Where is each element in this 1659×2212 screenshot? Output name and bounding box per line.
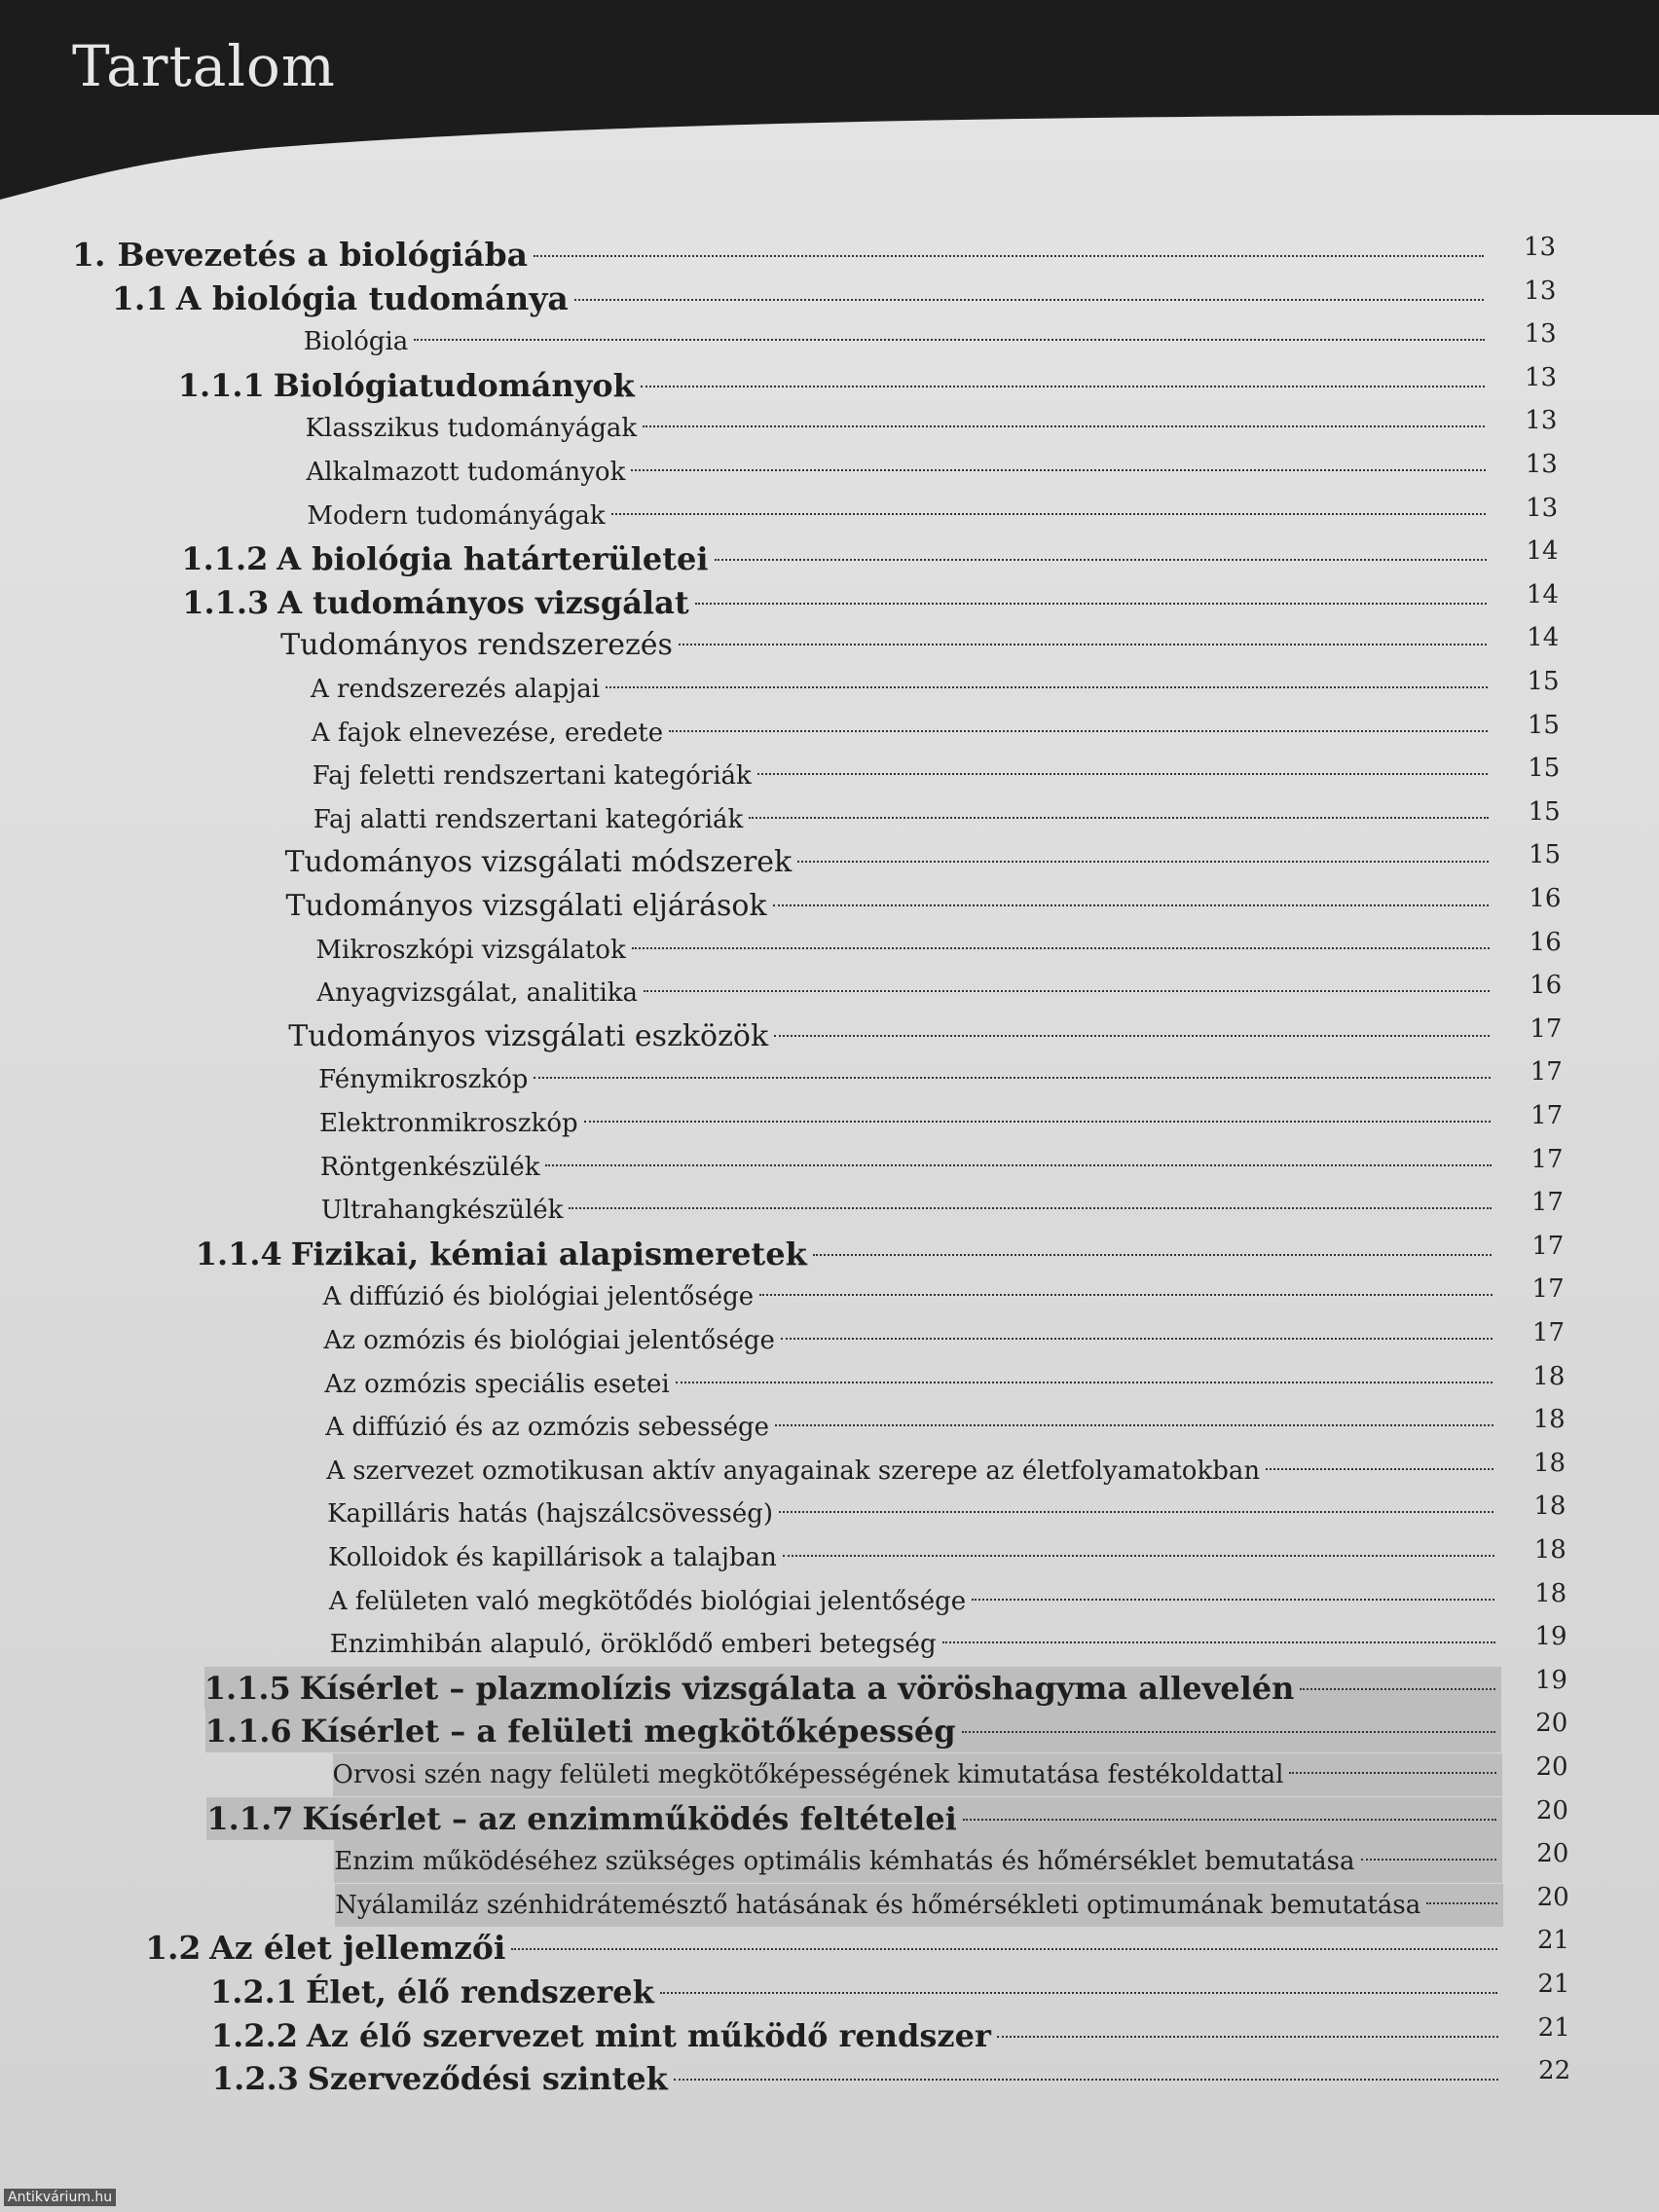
dot-leader bbox=[641, 386, 1485, 387]
toc-number: 1.1.4 bbox=[195, 1235, 282, 1272]
toc-row[interactable] bbox=[332, 1752, 1568, 1796]
dot-leader bbox=[749, 817, 1488, 819]
toc-page-number: 14 bbox=[1527, 623, 1560, 653]
toc-number: 1.1.2 bbox=[181, 540, 269, 578]
toc-row[interactable] bbox=[145, 1926, 1570, 1970]
toc-title: A rendszerezés alapjai bbox=[311, 675, 601, 704]
dot-leader bbox=[674, 2079, 1498, 2081]
dot-leader bbox=[606, 686, 1488, 688]
toc-row[interactable] bbox=[323, 1318, 1565, 1362]
toc-row[interactable] bbox=[203, 1665, 1567, 1710]
toc-number: 1.2.3 bbox=[211, 2060, 299, 2098]
toc-row[interactable] bbox=[305, 406, 1558, 450]
toc-row[interactable] bbox=[327, 1492, 1567, 1535]
dot-leader bbox=[962, 1731, 1496, 1733]
toc-row[interactable] bbox=[307, 493, 1559, 537]
dot-leader bbox=[715, 559, 1487, 561]
toc-title: A felületen való megkötődés biológiai jelentősége bbox=[328, 1586, 967, 1616]
toc-title: Kísérlet – a felületi megkötőképesség bbox=[300, 1713, 956, 1751]
toc-page-number: 20 bbox=[1536, 1882, 1569, 1912]
toc-page-number: 14 bbox=[1526, 536, 1559, 567]
toc-page-number: 17 bbox=[1531, 1231, 1565, 1261]
toc-row[interactable] bbox=[210, 2012, 1570, 2057]
toc-row[interactable] bbox=[320, 1188, 1564, 1232]
toc-page-number: 15 bbox=[1527, 710, 1560, 740]
toc-row[interactable] bbox=[303, 319, 1557, 363]
toc-page-number: 17 bbox=[1531, 1274, 1565, 1305]
toc-row[interactable] bbox=[284, 840, 1562, 884]
toc-row[interactable] bbox=[335, 1882, 1569, 1927]
toc-page-number: 20 bbox=[1535, 1795, 1568, 1825]
toc-page-number: 18 bbox=[1532, 1405, 1566, 1435]
toc-row[interactable] bbox=[288, 1014, 1563, 1058]
toc-row[interactable] bbox=[326, 1448, 1567, 1493]
toc-row[interactable] bbox=[111, 276, 1557, 320]
dot-leader bbox=[773, 904, 1490, 906]
toc-row[interactable] bbox=[313, 796, 1561, 841]
dot-leader bbox=[545, 1164, 1491, 1166]
dot-leader bbox=[574, 299, 1485, 301]
toc-title: A biológia tudománya bbox=[175, 278, 569, 317]
toc-number: 1. bbox=[72, 236, 106, 274]
toc-page-number: 18 bbox=[1533, 1448, 1567, 1478]
toc-title: Biológiatudományok bbox=[273, 366, 635, 404]
dot-leader bbox=[1361, 1859, 1497, 1861]
dot-leader bbox=[511, 1948, 1497, 1950]
toc-title: Orvosi szén nagy felületi megkötőképességének kimutatása festékoldattal bbox=[332, 1760, 1284, 1789]
dot-leader bbox=[813, 1254, 1493, 1256]
toc-title: Tudományos vizsgálati eszközök bbox=[288, 1018, 769, 1053]
toc-row[interactable] bbox=[319, 1101, 1564, 1145]
toc-title: Tudományos rendszerezés bbox=[280, 628, 673, 663]
toc-title: Faj alatti rendszertani kategóriák bbox=[313, 804, 744, 834]
toc-title: A tudományos vizsgálat bbox=[277, 583, 689, 621]
toc-row[interactable] bbox=[181, 536, 1559, 580]
toc-title: Fénymikroszkóp bbox=[318, 1065, 529, 1095]
toc-title: Anyagvizsgálat, analitika bbox=[316, 978, 639, 1009]
toc-page-number: 17 bbox=[1530, 1014, 1563, 1044]
toc-title: Tudományos vizsgálati eljárások bbox=[285, 889, 767, 923]
toc-page-number: 18 bbox=[1533, 1492, 1567, 1522]
toc-row[interactable] bbox=[306, 450, 1558, 494]
toc-page-number: 17 bbox=[1530, 1188, 1564, 1218]
toc-title: A szervezet ozmotikusan aktív anyagainak szerepe az életfolyamatokban bbox=[326, 1456, 1261, 1486]
dot-leader bbox=[611, 513, 1487, 515]
toc-title: A biológia határterületei bbox=[276, 540, 709, 578]
dot-leader bbox=[676, 1382, 1493, 1383]
header-band bbox=[0, 0, 1659, 224]
toc-page-number: 13 bbox=[1523, 233, 1556, 262]
dot-leader bbox=[679, 644, 1487, 645]
dot-leader bbox=[569, 1207, 1492, 1209]
toc-page-number: 17 bbox=[1531, 1318, 1565, 1347]
toc-page-number: 16 bbox=[1529, 884, 1562, 913]
toc-page-number: 22 bbox=[1538, 2056, 1571, 2086]
toc-title: Az élő szervezet mint működő rendszer bbox=[306, 2016, 991, 2054]
toc-row[interactable] bbox=[316, 971, 1563, 1014]
toc-page-number: 13 bbox=[1525, 406, 1558, 436]
toc-row[interactable] bbox=[280, 623, 1560, 667]
dot-leader bbox=[632, 947, 1490, 949]
toc-page-number: 15 bbox=[1528, 840, 1562, 870]
toc-title: Enzim működéséhez szükséges optimális kémhatás és hőmérséklet bemutatása bbox=[334, 1847, 1355, 1877]
dot-leader bbox=[797, 861, 1489, 863]
dot-leader bbox=[534, 255, 1484, 257]
toc-row[interactable] bbox=[195, 1231, 1565, 1275]
dot-leader bbox=[644, 990, 1490, 992]
toc-page-number: 19 bbox=[1534, 1622, 1567, 1652]
dot-leader bbox=[963, 1819, 1496, 1821]
dot-leader bbox=[997, 2036, 1498, 2038]
toc-title: Fizikai, kémiai alapismeretek bbox=[290, 1235, 807, 1272]
toc-page-number: 13 bbox=[1525, 362, 1558, 392]
toc-page-number: 16 bbox=[1529, 927, 1562, 957]
toc-row[interactable] bbox=[204, 1709, 1568, 1752]
dot-leader bbox=[1300, 1688, 1495, 1690]
toc-row[interactable] bbox=[72, 233, 1556, 276]
toc-row[interactable] bbox=[328, 1535, 1567, 1579]
toc-title: A diffúzió és az ozmózis sebessége bbox=[325, 1413, 770, 1443]
toc-page-number: 20 bbox=[1535, 1709, 1568, 1739]
toc-title: Kísérlet – plazmolízis vizsgálata a vöröshagyma allevelén bbox=[299, 1669, 1295, 1707]
toc-title: Elektronmikroszkóp bbox=[319, 1109, 578, 1138]
toc-title: A fajok elnevezése, eredete bbox=[311, 718, 664, 748]
toc-page-number: 15 bbox=[1528, 754, 1561, 784]
toc-title: Röntgenkészülék bbox=[319, 1152, 540, 1182]
dot-leader bbox=[631, 469, 1485, 471]
toc-title: A diffúzió és biológiai jelentősége bbox=[322, 1282, 755, 1312]
toc-page-number: 13 bbox=[1524, 276, 1557, 306]
toc-page-number: 19 bbox=[1534, 1665, 1567, 1695]
dot-leader bbox=[775, 1424, 1493, 1426]
toc-page-number: 17 bbox=[1530, 1057, 1563, 1088]
toc-title: Nyálamiláz szénhidrátemésztő hatásának és hőmérsékleti optimumának bemutatása bbox=[335, 1890, 1421, 1920]
toc-row[interactable] bbox=[311, 710, 1560, 755]
toc-title: Kapilláris hatás (hajszálcsövesség) bbox=[327, 1499, 774, 1530]
toc-title: Tudományos vizsgálati módszerek bbox=[284, 845, 793, 880]
toc-page-number: 21 bbox=[1536, 1926, 1570, 1956]
toc-number: 1.1.1 bbox=[177, 366, 265, 404]
dot-leader bbox=[779, 1511, 1493, 1513]
toc-title: Kolloidok és kapillárisok a talajban bbox=[328, 1543, 777, 1572]
toc-page-number: 13 bbox=[1524, 319, 1557, 350]
dot-leader bbox=[584, 1121, 1492, 1123]
toc-page-number: 15 bbox=[1528, 796, 1561, 827]
watermark: Antikvárium.hu bbox=[4, 2189, 116, 2206]
page-title: Tartalom bbox=[72, 33, 336, 99]
toc-title: Bevezetés a biológiába bbox=[117, 236, 529, 274]
toc-title: Mikroszkópi vizsgálatok bbox=[315, 935, 626, 965]
toc-number: 1.1 bbox=[111, 278, 168, 317]
dot-leader bbox=[414, 339, 1484, 341]
toc-row[interactable] bbox=[311, 667, 1560, 711]
toc-row[interactable] bbox=[328, 1578, 1567, 1623]
toc-title: Kísérlet – az enzimműködés feltételei bbox=[302, 1799, 957, 1837]
toc-page-number: 21 bbox=[1537, 2012, 1570, 2043]
toc-row[interactable] bbox=[324, 1361, 1566, 1406]
toc-number: 1.1.7 bbox=[206, 1799, 294, 1837]
toc-page-number: 18 bbox=[1532, 1361, 1566, 1391]
toc-row[interactable] bbox=[177, 362, 1558, 407]
toc-title: Alkalmazott tudományok bbox=[306, 458, 626, 487]
toc-title: Modern tudományágak bbox=[307, 500, 606, 531]
dot-leader bbox=[757, 773, 1489, 775]
toc-page-number: 20 bbox=[1535, 1752, 1568, 1782]
toc-page-number: 18 bbox=[1534, 1578, 1567, 1608]
dot-leader bbox=[695, 603, 1487, 605]
toc-page-number: 17 bbox=[1530, 1101, 1564, 1130]
toc-number: 1.1.5 bbox=[203, 1669, 291, 1707]
toc-number: 1.1.3 bbox=[182, 583, 270, 621]
dot-leader bbox=[643, 425, 1485, 427]
toc-page-number: 13 bbox=[1526, 493, 1559, 523]
toc-row[interactable] bbox=[334, 1839, 1569, 1883]
toc-row[interactable] bbox=[182, 579, 1559, 624]
dot-leader bbox=[774, 1035, 1490, 1037]
toc-row[interactable] bbox=[206, 1795, 1568, 1840]
toc-title: Az ozmózis speciális esetei bbox=[324, 1369, 670, 1399]
toc-title: Élet, élő rendszerek bbox=[306, 1973, 654, 2010]
toc-number: 1.1.6 bbox=[204, 1713, 292, 1751]
toc-page-number: 18 bbox=[1533, 1535, 1567, 1565]
toc-title: Klasszikus tudományágak bbox=[305, 414, 638, 444]
toc-title: Biológia bbox=[303, 327, 409, 357]
dot-leader bbox=[669, 730, 1488, 732]
toc-row[interactable] bbox=[211, 2056, 1571, 2100]
toc-page-number: 20 bbox=[1536, 1839, 1569, 1869]
dot-leader bbox=[660, 1992, 1498, 1994]
toc-row[interactable] bbox=[210, 1970, 1570, 2013]
dot-leader bbox=[942, 1641, 1495, 1643]
toc-title: Enzimhibán alapuló, öröklődő emberi betegség bbox=[329, 1630, 937, 1660]
toc-number: 1.2 bbox=[145, 1929, 202, 1968]
toc-row[interactable] bbox=[322, 1274, 1565, 1318]
dot-leader bbox=[534, 1077, 1490, 1079]
dot-leader bbox=[781, 1338, 1493, 1340]
toc-row[interactable] bbox=[325, 1405, 1566, 1449]
dot-leader bbox=[1289, 1772, 1495, 1774]
dot-leader bbox=[759, 1294, 1493, 1296]
toc-title: Az ozmózis és biológiai jelentősége bbox=[323, 1326, 775, 1355]
toc-row[interactable] bbox=[318, 1057, 1563, 1101]
toc-row[interactable] bbox=[329, 1622, 1567, 1666]
toc-number: 1.2.1 bbox=[210, 1973, 298, 2010]
toc-title: Az élet jellemzői bbox=[209, 1929, 506, 1968]
toc-title: Ultrahangkészülék bbox=[320, 1196, 564, 1226]
dot-leader bbox=[1426, 1902, 1496, 1904]
toc-title: Szerveződési szintek bbox=[307, 2060, 668, 2098]
toc-row[interactable] bbox=[319, 1144, 1564, 1189]
toc-page-number: 13 bbox=[1525, 450, 1558, 479]
toc-row[interactable] bbox=[315, 927, 1562, 972]
toc-page-number: 17 bbox=[1530, 1144, 1564, 1174]
dot-leader bbox=[972, 1599, 1494, 1601]
toc-page-number: 16 bbox=[1530, 971, 1563, 1001]
dot-leader bbox=[1266, 1468, 1493, 1470]
toc-page-number: 21 bbox=[1537, 1970, 1570, 1999]
toc-page-number: 14 bbox=[1526, 579, 1559, 609]
toc-title: Faj feletti rendszertani kategóriák bbox=[312, 761, 752, 792]
toc-row[interactable] bbox=[312, 754, 1561, 797]
toc-number: 1.2.2 bbox=[210, 2016, 298, 2054]
toc-page-number: 15 bbox=[1527, 667, 1560, 696]
toc-row[interactable] bbox=[285, 884, 1562, 928]
dot-leader bbox=[783, 1555, 1494, 1557]
